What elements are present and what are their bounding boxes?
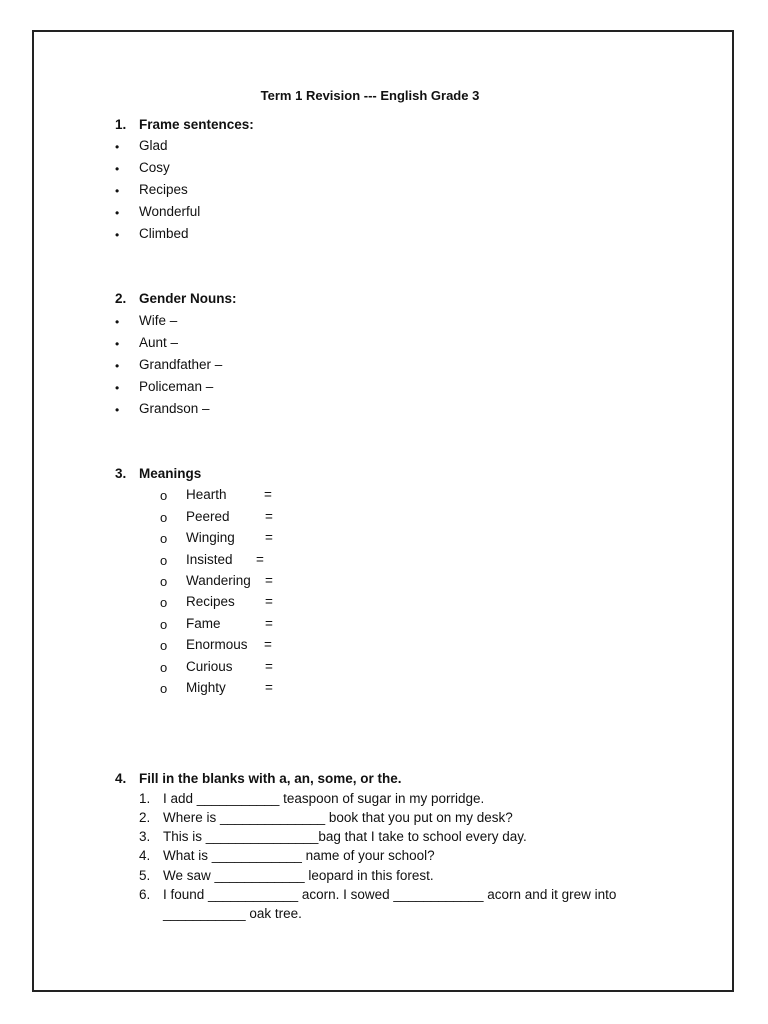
meaning-word: Hearth	[186, 487, 227, 502]
bullet-icon: •	[115, 359, 120, 373]
list-item: Recipes	[139, 182, 188, 197]
meaning-word: Enormous	[186, 637, 248, 652]
circle-bullet-icon: o	[160, 510, 168, 525]
circle-bullet-icon: o	[160, 553, 168, 568]
equals-sign: =	[265, 509, 273, 524]
list-item: Grandson –	[139, 401, 210, 416]
question-text: What is ____________ name of your school?	[163, 848, 435, 863]
page-title: Term 1 Revision --- English Grade 3	[260, 88, 480, 103]
equals-sign: =	[256, 552, 264, 567]
section4-heading: Fill in the blanks with a, an, some, or the.	[139, 771, 402, 786]
list-item: Policeman –	[139, 379, 214, 394]
meaning-word: Curious	[186, 659, 233, 674]
circle-bullet-icon: o	[160, 595, 168, 610]
bullet-icon: •	[115, 228, 120, 242]
question-number: 1.	[139, 791, 151, 806]
list-item: Grandfather –	[139, 357, 223, 372]
question-number: 2.	[139, 810, 151, 825]
meaning-word: Recipes	[186, 594, 235, 609]
bullet-icon: •	[115, 315, 120, 329]
equals-sign: =	[265, 616, 273, 631]
meaning-word: Wandering	[186, 573, 251, 588]
section1-number: 1.	[115, 117, 127, 132]
list-item: Wife –	[139, 313, 178, 328]
circle-bullet-icon: o	[160, 574, 168, 589]
equals-sign: =	[264, 637, 272, 652]
meaning-word: Mighty	[186, 680, 226, 695]
list-item: Climbed	[139, 226, 189, 241]
section4-number: 4.	[115, 771, 127, 786]
bullet-icon: •	[115, 184, 120, 198]
question-text: We saw ____________ leopard in this forest.	[163, 868, 434, 883]
circle-bullet-icon: o	[160, 681, 168, 696]
section3-heading: Meanings	[139, 466, 202, 481]
question-text: I add ___________ teaspoon of sugar in my porridge.	[163, 791, 485, 806]
question-number: 4.	[139, 848, 151, 863]
question-number: 3.	[139, 829, 151, 844]
equals-sign: =	[264, 487, 272, 502]
question-number: 5.	[139, 868, 151, 883]
equals-sign: =	[265, 594, 273, 609]
circle-bullet-icon: o	[160, 531, 168, 546]
equals-sign: =	[265, 530, 273, 545]
meaning-word: Peered	[186, 509, 230, 524]
list-item: Aunt –	[139, 335, 179, 350]
equals-sign: =	[265, 573, 273, 588]
section2-number: 2.	[115, 291, 127, 306]
meaning-word: Winging	[186, 530, 235, 545]
bullet-icon: •	[115, 403, 120, 417]
question-text: Where is ______________ book that you put on my desk?	[163, 810, 513, 825]
section2-heading: Gender Nouns:	[139, 291, 237, 306]
question-number: 6.	[139, 887, 151, 902]
question-text: I found ____________ acorn. I sowed ____________ acorn and it grew into	[163, 887, 617, 902]
circle-bullet-icon: o	[160, 488, 168, 503]
section3-number: 3.	[115, 466, 127, 481]
bullet-icon: •	[115, 162, 120, 176]
list-item: Wonderful	[139, 204, 201, 219]
list-item: Glad	[139, 138, 168, 153]
bullet-icon: •	[115, 206, 120, 220]
equals-sign: =	[265, 659, 273, 674]
circle-bullet-icon: o	[160, 617, 168, 632]
question-text: This is _______________bag that I take to school every day.	[163, 829, 527, 844]
meaning-word: Insisted	[186, 552, 233, 567]
section1-heading: Frame sentences:	[139, 117, 254, 132]
list-item: Cosy	[139, 160, 170, 175]
bullet-icon: •	[115, 381, 120, 395]
bullet-icon: •	[115, 337, 120, 351]
circle-bullet-icon: o	[160, 638, 168, 653]
meaning-word: Fame	[186, 616, 221, 631]
bullet-icon: •	[115, 140, 120, 154]
question-text-continued: ___________ oak tree.	[163, 906, 302, 921]
circle-bullet-icon: o	[160, 660, 168, 675]
equals-sign: =	[265, 680, 273, 695]
